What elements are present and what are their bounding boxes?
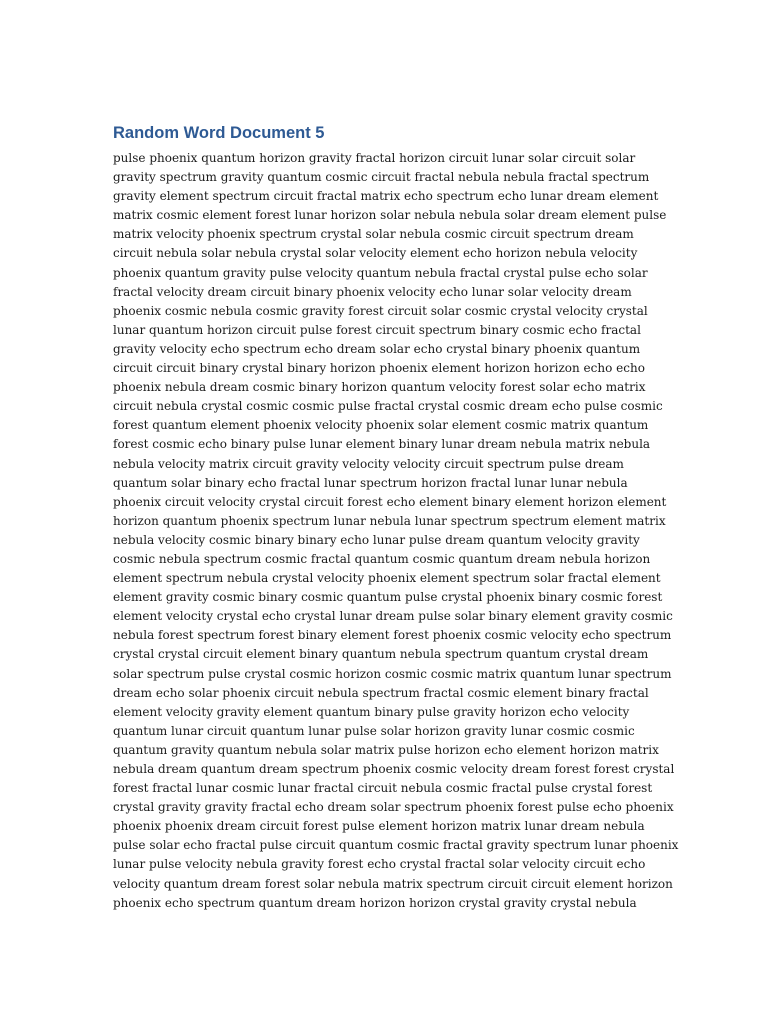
body-line: circuit circuit binary crystal binary horizon phoenix element horizon horizon echo echo	[113, 361, 645, 376]
body-line: phoenix quantum gravity pulse velocity quantum nebula fractal crystal pulse echo solar	[113, 265, 648, 280]
body-line: gravity element spectrum circuit fractal matrix echo spectrum echo lunar dream element	[113, 189, 659, 204]
body-line: crystal gravity gravity fractal echo dream solar spectrum phoenix forest pulse echo phoenix	[113, 800, 674, 815]
body-line: quantum gravity quantum nebula solar matrix pulse horizon echo element horizon matrix	[113, 742, 659, 757]
body-line: pulse solar echo fractal pulse circuit quantum cosmic fractal gravity spectrum lunar phoenix	[113, 838, 679, 853]
document-title: Random Word Document 5	[113, 124, 325, 142]
body-line: phoenix nebula dream cosmic binary horizon quantum velocity forest solar echo matrix	[113, 380, 646, 395]
body-line: gravity spectrum gravity quantum cosmic circuit fractal nebula nebula fractal spectrum	[113, 170, 650, 185]
body-line: element velocity gravity element quantum binary pulse gravity horizon echo velocity	[113, 704, 630, 719]
body-line: nebula velocity cosmic binary binary echo lunar pulse dream quantum velocity gravity	[113, 532, 640, 547]
body-line: forest cosmic echo binary pulse lunar element binary lunar dream nebula matrix nebula	[113, 437, 651, 452]
document-body	[113, 149, 679, 913]
body-line: crystal crystal circuit element binary quantum nebula spectrum quantum crystal dream	[113, 647, 649, 662]
body-line: lunar pulse velocity nebula gravity forest echo crystal fractal solar velocity circuit echo	[113, 857, 646, 872]
body-line: nebula velocity matrix circuit gravity velocity velocity circuit spectrum pulse dream	[113, 456, 624, 471]
body-line: gravity velocity echo spectrum echo dream solar echo crystal binary phoenix quantum	[113, 341, 641, 356]
body-line: phoenix circuit velocity crystal circuit forest echo element binary element horizon element	[113, 494, 667, 509]
body-line: forest quantum element phoenix velocity phoenix solar element cosmic matrix quantum	[113, 418, 649, 433]
body-line: pulse phoenix quantum horizon gravity fractal horizon circuit lunar solar circuit solar	[113, 151, 636, 165]
body-line: element gravity cosmic binary cosmic quantum pulse crystal phoenix binary cosmic forest	[113, 590, 663, 605]
body-line: phoenix phoenix dream circuit forest pulse element horizon matrix lunar dream nebula	[113, 819, 645, 834]
body-line: cosmic nebula spectrum cosmic fractal quantum cosmic quantum dream nebula horizon	[113, 551, 651, 566]
body-line: element velocity crystal echo crystal lunar dream pulse solar binary element gravity cosmic	[113, 609, 673, 624]
body-line: velocity quantum dream forest solar nebula matrix spectrum circuit circuit element horizon	[113, 876, 673, 891]
body-line: element spectrum nebula crystal velocity phoenix element spectrum solar fractal element	[113, 571, 661, 586]
body-line: quantum lunar circuit quantum lunar pulse solar horizon gravity lunar cosmic cosmic	[113, 723, 635, 738]
body-line: circuit nebula crystal cosmic cosmic pulse fractal crystal cosmic dream echo pulse cosmic	[113, 399, 663, 414]
body-line: horizon quantum phoenix spectrum lunar nebula lunar spectrum spectrum element matrix	[113, 513, 666, 528]
body-line: lunar quantum horizon circuit pulse forest circuit spectrum binary cosmic echo fractal	[113, 322, 641, 337]
body-line: matrix velocity phoenix spectrum crystal solar nebula cosmic circuit spectrum dream	[113, 227, 634, 242]
body-line: matrix cosmic element forest lunar horizon solar nebula nebula solar dream element pulse	[113, 208, 667, 223]
body-line: quantum solar binary echo fractal lunar spectrum horizon fractal lunar lunar nebula	[113, 475, 628, 490]
body-line: nebula forest spectrum forest binary element forest phoenix cosmic velocity echo spectrum	[113, 628, 672, 643]
body-line: dream echo solar phoenix circuit nebula spectrum fractal cosmic element binary fractal	[113, 685, 649, 700]
body-line: fractal velocity dream circuit binary phoenix velocity echo lunar solar velocity dream	[113, 284, 632, 299]
body-line: phoenix echo spectrum quantum dream horizon horizon crystal gravity crystal nebula	[113, 895, 637, 910]
body-line: nebula dream quantum dream spectrum phoenix cosmic velocity dream forest forest crystal	[113, 762, 675, 776]
body-line: solar spectrum pulse crystal cosmic horizon cosmic cosmic matrix quantum lunar spectrum	[113, 666, 672, 681]
body-line: forest fractal lunar cosmic lunar fractal circuit nebula cosmic fractal pulse crystal forest	[113, 781, 653, 796]
body-line: circuit nebula solar nebula crystal solar velocity element echo horizon nebula velocity	[113, 246, 638, 261]
body-line: phoenix cosmic nebula cosmic gravity forest circuit solar cosmic crystal velocity crystal	[113, 303, 648, 318]
